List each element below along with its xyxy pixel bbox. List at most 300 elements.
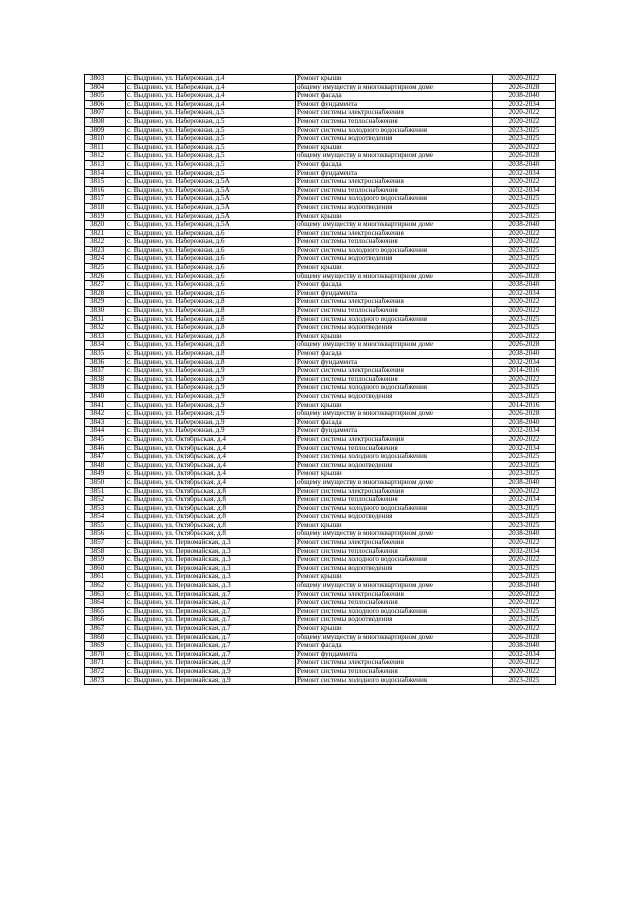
period-cell: 2020-2022 (493, 109, 556, 118)
address-cell: с. Выдрино, ул. Набережная, д.6 (126, 255, 296, 264)
work-type-cell: Ремонт системы холодного водоснабжения (296, 453, 493, 462)
row-number-cell: 3850 (85, 478, 126, 487)
row-number-cell: 3809 (85, 126, 126, 135)
table-row (85, 410, 556, 419)
row-number-cell: 3841 (85, 401, 126, 410)
work-type-cell: Ремонт системы холодного водоснабжения (296, 246, 493, 255)
row-number-cell: 3853 (85, 504, 126, 513)
address-cell: с. Выдрино, ул. Набережная, д.5 (126, 117, 296, 126)
period-cell: 2023-2025 (493, 126, 556, 135)
table-row (85, 186, 556, 195)
table-row (85, 75, 556, 84)
row-number-cell: 3842 (85, 410, 126, 419)
period-cell: 2020-2022 (493, 539, 556, 548)
address-cell: с. Выдрино, ул. Первомайская, д.9 (126, 667, 296, 676)
address-cell: с. Выдрино, ул. Первомайская, д.7 (126, 625, 296, 634)
row-number-cell: 3818 (85, 203, 126, 212)
table-row (85, 332, 556, 341)
address-cell: с. Выдрино, ул. Набережная, д.4 (126, 92, 296, 101)
period-cell: 2020-2022 (493, 143, 556, 152)
address-cell: с. Выдрино, ул. Набережная, д.9 (126, 427, 296, 436)
address-cell: с. Выдрино, ул. Первомайская, д.3 (126, 564, 296, 573)
work-type-cell: Ремонт системы холодного водоснабжения (296, 607, 493, 616)
table-row (85, 625, 556, 634)
period-cell: 2032-2034 (493, 547, 556, 556)
address-cell: с. Выдрино, ул. Набережная, д.4 (126, 75, 296, 84)
period-cell: 2020-2022 (493, 298, 556, 307)
period-cell: 2023-2025 (493, 324, 556, 333)
address-cell: с. Выдрино, ул. Набережная, д.6 (126, 264, 296, 273)
row-number-cell: 3839 (85, 384, 126, 393)
period-cell: 2020-2022 (493, 75, 556, 84)
row-number-cell: 3862 (85, 582, 126, 591)
table-row (85, 307, 556, 316)
table-row (85, 650, 556, 659)
table-row (85, 178, 556, 187)
address-cell: с. Выдрино, ул. Октябрьская, д.8 (126, 521, 296, 530)
period-cell: 2038-2040 (493, 642, 556, 651)
row-number-cell: 3820 (85, 221, 126, 230)
period-cell: 2038-2040 (493, 478, 556, 487)
table-row (85, 203, 556, 212)
period-cell: 2023-2025 (493, 470, 556, 479)
table-row (85, 642, 556, 651)
work-type-cell: общему имуществу в многоквартирном доме (296, 478, 493, 487)
address-cell: с. Выдрино, ул. Набережная, д.6 (126, 289, 296, 298)
period-cell: 2023-2025 (493, 616, 556, 625)
table-row (85, 238, 556, 247)
table-row (85, 298, 556, 307)
address-cell: с. Выдрино, ул. Октябрьская, д.4 (126, 444, 296, 453)
work-type-cell: Ремонт крыши (296, 264, 493, 273)
row-number-cell: 3871 (85, 659, 126, 668)
address-cell: с. Выдрино, ул. Набережная, д.9 (126, 375, 296, 384)
work-type-cell: Ремонт системы электроснабжения (296, 659, 493, 668)
row-number-cell: 3868 (85, 633, 126, 642)
period-cell: 2023-2025 (493, 203, 556, 212)
period-cell: 2020-2022 (493, 667, 556, 676)
address-cell: с. Выдрино, ул. Октябрьская, д.4 (126, 470, 296, 479)
work-type-cell: общему имуществу в многоквартирном доме (296, 83, 493, 92)
period-cell: 2023-2025 (493, 195, 556, 204)
work-type-cell: общему имуществу в многоквартирном доме (296, 410, 493, 419)
period-cell: 2032-2034 (493, 169, 556, 178)
row-number-cell: 3866 (85, 616, 126, 625)
work-type-cell: общему имуществу в многоквартирном доме (296, 633, 493, 642)
row-number-cell: 3822 (85, 238, 126, 247)
table-row (85, 470, 556, 479)
period-cell: 2023-2025 (493, 676, 556, 685)
work-type-cell: Ремонт крыши (296, 470, 493, 479)
address-cell: с. Выдрино, ул. Набережная, д.5А (126, 203, 296, 212)
address-cell: с. Выдрино, ул. Октябрьская, д.8 (126, 513, 296, 522)
table-row (85, 169, 556, 178)
work-type-cell: Ремонт системы холодного водоснабжения (296, 126, 493, 135)
table-row (85, 126, 556, 135)
address-cell: с. Выдрино, ул. Набережная, д.5 (126, 160, 296, 169)
row-number-cell: 3828 (85, 289, 126, 298)
row-number-cell: 3861 (85, 573, 126, 582)
address-cell: с. Выдрино, ул. Набережная, д.8 (126, 324, 296, 333)
work-type-cell: Ремонт системы водоотведения (296, 135, 493, 144)
work-type-cell: Ремонт фасада (296, 418, 493, 427)
table-row (85, 350, 556, 359)
work-type-cell: Ремонт системы холодного водоснабжения (296, 195, 493, 204)
row-number-cell: 3851 (85, 487, 126, 496)
row-number-cell: 3846 (85, 444, 126, 453)
period-cell: 2020-2022 (493, 178, 556, 187)
address-cell: с. Выдрино, ул. Набережная, д.8 (126, 298, 296, 307)
work-type-cell: Ремонт системы холодного водоснабжения (296, 556, 493, 565)
work-type-cell: Ремонт крыши (296, 625, 493, 634)
table-row (85, 92, 556, 101)
row-number-cell: 3840 (85, 392, 126, 401)
address-cell: с. Выдрино, ул. Набережная, д.5 (126, 109, 296, 118)
period-cell: 2020-2022 (493, 307, 556, 316)
work-type-cell: общему имуществу в многоквартирном доме (296, 152, 493, 161)
table-row (85, 246, 556, 255)
work-type-cell: Ремонт системы холодного водоснабжения (296, 676, 493, 685)
address-cell: с. Выдрино, ул. Первомайская, д.9 (126, 659, 296, 668)
address-cell: с. Выдрино, ул. Первомайская, д.3 (126, 539, 296, 548)
work-type-cell: Ремонт системы электроснабжения (296, 367, 493, 376)
work-type-cell: Ремонт системы водоотведения (296, 513, 493, 522)
period-cell: 2023-2025 (493, 564, 556, 573)
period-cell: 2038-2040 (493, 221, 556, 230)
row-number-cell: 3816 (85, 186, 126, 195)
address-cell: с. Выдрино, ул. Набережная, д.8 (126, 341, 296, 350)
period-cell: 2023-2025 (493, 315, 556, 324)
row-number-cell: 3860 (85, 564, 126, 573)
period-cell: 2023-2025 (493, 453, 556, 462)
period-cell: 2023-2025 (493, 607, 556, 616)
table-body (85, 75, 556, 685)
work-type-cell: Ремонт системы электроснабжения (296, 229, 493, 238)
table-row (85, 264, 556, 273)
address-cell: с. Выдрино, ул. Набережная, д.6 (126, 272, 296, 281)
row-number-cell: 3845 (85, 435, 126, 444)
work-type-cell: Ремонт крыши (296, 75, 493, 84)
row-number-cell: 3824 (85, 255, 126, 264)
table-row (85, 418, 556, 427)
row-number-cell: 3833 (85, 332, 126, 341)
period-cell: 2023-2025 (493, 504, 556, 513)
address-cell: с. Выдрино, ул. Первомайская, д.7 (126, 642, 296, 651)
row-number-cell: 3837 (85, 367, 126, 376)
period-cell: 2014-2016 (493, 367, 556, 376)
work-type-cell: Ремонт системы электроснабжения (296, 539, 493, 548)
work-type-cell: Ремонт системы холодного водоснабжения (296, 384, 493, 393)
table-row (85, 599, 556, 608)
row-number-cell: 3832 (85, 324, 126, 333)
period-cell: 2020-2022 (493, 435, 556, 444)
period-cell: 2026-2028 (493, 152, 556, 161)
work-type-cell: Ремонт фундамента (296, 358, 493, 367)
address-cell: с. Выдрино, ул. Первомайская, д.3 (126, 573, 296, 582)
table-row (85, 478, 556, 487)
table-row (85, 109, 556, 118)
address-cell: с. Выдрино, ул. Набережная, д.5А (126, 178, 296, 187)
table-row (85, 117, 556, 126)
work-type-cell: Ремонт системы теплоснабжения (296, 375, 493, 384)
row-number-cell: 3835 (85, 350, 126, 359)
row-number-cell: 3852 (85, 496, 126, 505)
table-row (85, 289, 556, 298)
work-type-cell: Ремонт фундамента (296, 169, 493, 178)
period-cell: 2038-2040 (493, 530, 556, 539)
table-row (85, 582, 556, 591)
period-cell: 2038-2040 (493, 92, 556, 101)
row-number-cell: 3867 (85, 625, 126, 634)
address-cell: с. Выдрино, ул. Набережная, д.8 (126, 307, 296, 316)
work-type-cell: Ремонт системы теплоснабжения (296, 117, 493, 126)
work-type-cell: Ремонт системы электроснабжения (296, 487, 493, 496)
address-cell: с. Выдрино, ул. Набережная, д.5А (126, 212, 296, 221)
row-number-cell: 3815 (85, 178, 126, 187)
table-row (85, 461, 556, 470)
table-row (85, 401, 556, 410)
address-cell: с. Выдрино, ул. Набережная, д.4 (126, 83, 296, 92)
work-type-cell: Ремонт крыши (296, 521, 493, 530)
address-cell: с. Выдрино, ул. Первомайская, д.7 (126, 633, 296, 642)
period-cell: 2020-2022 (493, 238, 556, 247)
work-type-cell: Ремонт системы электроснабжения (296, 435, 493, 444)
table-row (85, 375, 556, 384)
period-cell: 2026-2028 (493, 272, 556, 281)
address-cell: с. Выдрино, ул. Октябрьская, д.4 (126, 478, 296, 487)
work-type-cell: Ремонт системы теплоснабжения (296, 599, 493, 608)
address-cell: с. Выдрино, ул. Набережная, д.9 (126, 384, 296, 393)
period-cell: 2038-2040 (493, 160, 556, 169)
row-number-cell: 3814 (85, 169, 126, 178)
row-number-cell: 3849 (85, 470, 126, 479)
period-cell: 2020-2022 (493, 590, 556, 599)
period-cell: 2032-2034 (493, 496, 556, 505)
table-row (85, 272, 556, 281)
work-type-cell: Ремонт фундамента (296, 289, 493, 298)
period-cell: 2020-2022 (493, 659, 556, 668)
work-type-cell: Ремонт фасада (296, 281, 493, 290)
period-cell: 2023-2025 (493, 246, 556, 255)
row-number-cell: 3817 (85, 195, 126, 204)
row-number-cell: 3864 (85, 599, 126, 608)
address-cell: с. Выдрино, ул. Первомайская, д.3 (126, 547, 296, 556)
address-cell: с. Выдрино, ул. Первомайская, д.7 (126, 599, 296, 608)
row-number-cell: 3872 (85, 667, 126, 676)
row-number-cell: 3865 (85, 607, 126, 616)
work-type-cell: Ремонт фундамента (296, 427, 493, 436)
address-cell: с. Выдрино, ул. Октябрьская, д.4 (126, 461, 296, 470)
row-number-cell: 3848 (85, 461, 126, 470)
period-cell: 2020-2022 (493, 599, 556, 608)
address-cell: с. Выдрино, ул. Набережная, д.9 (126, 392, 296, 401)
period-cell: 2020-2022 (493, 556, 556, 565)
address-cell: с. Выдрино, ул. Первомайская, д.7 (126, 607, 296, 616)
work-type-cell: Ремонт системы водоотведения (296, 255, 493, 264)
period-cell: 2020-2022 (493, 487, 556, 496)
row-number-cell: 3838 (85, 375, 126, 384)
period-cell: 2032-2034 (493, 289, 556, 298)
period-cell: 2026-2028 (493, 410, 556, 419)
row-number-cell: 3825 (85, 264, 126, 273)
period-cell: 2023-2025 (493, 384, 556, 393)
address-cell: с. Выдрино, ул. Октябрьская, д.8 (126, 530, 296, 539)
work-type-cell: Ремонт фасада (296, 350, 493, 359)
period-cell: 2023-2025 (493, 212, 556, 221)
work-type-cell: Ремонт системы электроснабжения (296, 298, 493, 307)
row-number-cell: 3804 (85, 83, 126, 92)
row-number-cell: 3810 (85, 135, 126, 144)
period-cell: 2023-2025 (493, 513, 556, 522)
address-cell: с. Выдрино, ул. Набережная, д.5А (126, 221, 296, 230)
work-type-cell: Ремонт системы электроснабжения (296, 109, 493, 118)
address-cell: с. Выдрино, ул. Набережная, д.6 (126, 246, 296, 255)
address-cell: с. Выдрино, ул. Первомайская, д.7 (126, 616, 296, 625)
table-row (85, 315, 556, 324)
period-cell: 2023-2025 (493, 255, 556, 264)
table-row (85, 564, 556, 573)
work-type-cell: Ремонт системы теплоснабжения (296, 307, 493, 316)
work-type-cell: Ремонт системы водоотведения (296, 564, 493, 573)
period-cell: 2032-2034 (493, 358, 556, 367)
work-type-cell: Ремонт системы теплоснабжения (296, 547, 493, 556)
table-row (85, 530, 556, 539)
address-cell: с. Выдрино, ул. Набережная, д.8 (126, 358, 296, 367)
address-cell: с. Выдрино, ул. Набережная, д.5А (126, 186, 296, 195)
work-type-cell: общему имуществу в многоквартирном доме (296, 221, 493, 230)
period-cell: 2020-2022 (493, 375, 556, 384)
work-type-cell: Ремонт системы водоотведения (296, 461, 493, 470)
address-cell: с. Выдрино, ул. Октябрьская, д.8 (126, 504, 296, 513)
period-cell: 2014-2016 (493, 401, 556, 410)
row-number-cell: 3830 (85, 307, 126, 316)
table-row (85, 392, 556, 401)
work-type-cell: Ремонт системы теплоснабжения (296, 186, 493, 195)
address-cell: с. Выдрино, ул. Набережная, д.9 (126, 367, 296, 376)
work-type-cell: Ремонт системы холодного водоснабжения (296, 315, 493, 324)
row-number-cell: 3826 (85, 272, 126, 281)
table-row (85, 616, 556, 625)
table-row (85, 143, 556, 152)
work-type-cell: общему имуществу в многоквартирном доме (296, 272, 493, 281)
address-cell: с. Выдрино, ул. Набережная, д.8 (126, 315, 296, 324)
work-type-cell: Ремонт фундамента (296, 650, 493, 659)
work-type-cell: Ремонт фундамента (296, 100, 493, 109)
work-type-cell: Ремонт крыши (296, 212, 493, 221)
table-row (85, 521, 556, 530)
repair-schedule-table (84, 74, 556, 685)
period-cell: 2020-2022 (493, 117, 556, 126)
table-row (85, 427, 556, 436)
table-row (85, 324, 556, 333)
table-row (85, 659, 556, 668)
row-number-cell: 3857 (85, 539, 126, 548)
period-cell: 2026-2028 (493, 83, 556, 92)
row-number-cell: 3844 (85, 427, 126, 436)
table-row (85, 195, 556, 204)
address-cell: с. Выдрино, ул. Первомайская, д.7 (126, 650, 296, 659)
address-cell: с. Выдрино, ул. Набережная, д.9 (126, 410, 296, 419)
work-type-cell: общему имуществу в многоквартирном доме (296, 530, 493, 539)
row-number-cell: 3807 (85, 109, 126, 118)
row-number-cell: 3827 (85, 281, 126, 290)
address-cell: с. Выдрино, ул. Первомайская, д.3 (126, 582, 296, 591)
address-cell: с. Выдрино, ул. Набережная, д.5 (126, 169, 296, 178)
period-cell: 2023-2025 (493, 135, 556, 144)
period-cell: 2032-2034 (493, 100, 556, 109)
table-row (85, 573, 556, 582)
period-cell: 2032-2034 (493, 650, 556, 659)
table-row (85, 633, 556, 642)
table-row (85, 590, 556, 599)
address-cell: с. Выдрино, ул. Набережная, д.5 (126, 152, 296, 161)
address-cell: с. Выдрино, ул. Набережная, д.6 (126, 238, 296, 247)
work-type-cell: Ремонт системы теплоснабжения (296, 444, 493, 453)
table-row (85, 358, 556, 367)
address-cell: с. Выдрино, ул. Набережная, д.5А (126, 195, 296, 204)
work-type-cell: Ремонт системы теплоснабжения (296, 238, 493, 247)
period-cell: 2038-2040 (493, 281, 556, 290)
period-cell: 2023-2025 (493, 521, 556, 530)
table-row (85, 547, 556, 556)
table-row (85, 667, 556, 676)
work-type-cell: Ремонт системы теплоснабжения (296, 667, 493, 676)
table-row (85, 453, 556, 462)
row-number-cell: 3823 (85, 246, 126, 255)
period-cell: 2038-2040 (493, 350, 556, 359)
row-number-cell: 3834 (85, 341, 126, 350)
period-cell: 2032-2034 (493, 444, 556, 453)
work-type-cell: Ремонт системы теплоснабжения (296, 496, 493, 505)
work-type-cell: Ремонт фасада (296, 92, 493, 101)
table-row (85, 367, 556, 376)
address-cell: с. Выдрино, ул. Первомайская, д.7 (126, 590, 296, 599)
work-type-cell: Ремонт крыши (296, 332, 493, 341)
row-number-cell: 3858 (85, 547, 126, 556)
row-number-cell: 3821 (85, 229, 126, 238)
address-cell: с. Выдрино, ул. Октябрьская, д.8 (126, 496, 296, 505)
table-row (85, 487, 556, 496)
row-number-cell: 3831 (85, 315, 126, 324)
work-type-cell: Ремонт системы водоотведения (296, 616, 493, 625)
work-type-cell: Ремонт системы водоотведения (296, 392, 493, 401)
address-cell: с. Выдрино, ул. Набережная, д.6 (126, 281, 296, 290)
row-number-cell: 3855 (85, 521, 126, 530)
row-number-cell: 3812 (85, 152, 126, 161)
period-cell: 2020-2022 (493, 332, 556, 341)
work-type-cell: Ремонт фасада (296, 160, 493, 169)
row-number-cell: 3869 (85, 642, 126, 651)
table-row (85, 255, 556, 264)
table-row (85, 100, 556, 109)
row-number-cell: 3829 (85, 298, 126, 307)
work-type-cell: Ремонт крыши (296, 573, 493, 582)
row-number-cell: 3859 (85, 556, 126, 565)
work-type-cell: общему имуществу в многоквартирном доме (296, 341, 493, 350)
row-number-cell: 3870 (85, 650, 126, 659)
table-row (85, 556, 556, 565)
table-row (85, 496, 556, 505)
address-cell: с. Выдрино, ул. Набережная, д.8 (126, 350, 296, 359)
row-number-cell: 3808 (85, 117, 126, 126)
period-cell: 2026-2028 (493, 341, 556, 350)
address-cell: с. Выдрино, ул. Октябрьская, д.4 (126, 435, 296, 444)
work-type-cell: Ремонт крыши (296, 401, 493, 410)
period-cell: 2023-2025 (493, 573, 556, 582)
period-cell: 2026-2028 (493, 633, 556, 642)
table-row (85, 504, 556, 513)
table-row (85, 513, 556, 522)
